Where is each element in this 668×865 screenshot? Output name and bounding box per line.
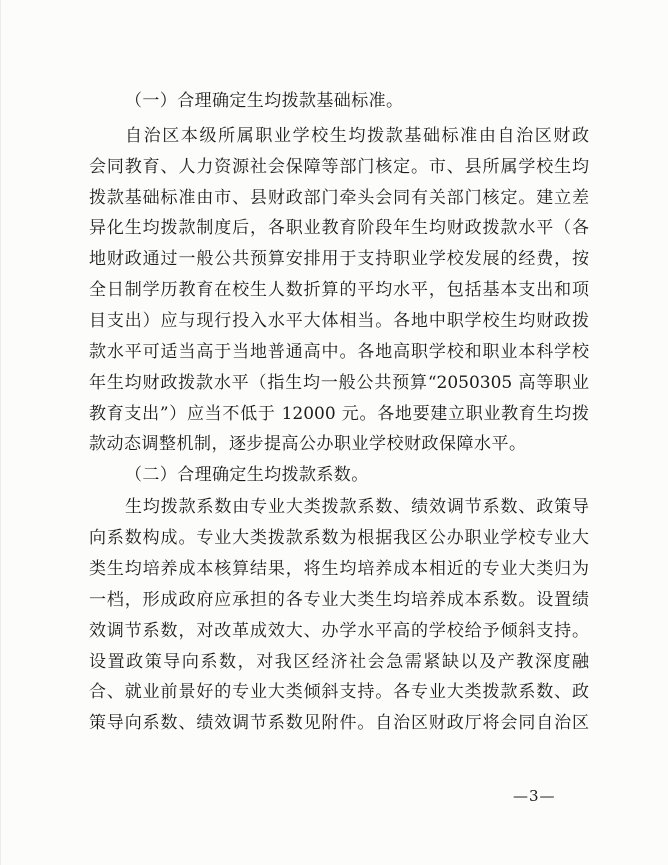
section1-heading: （一）合理确定生均拨款基础标准。 (125, 91, 404, 111)
section1-line: 地财政通过一般公共预算安排用于支持职业学校发展的经费，按 (89, 249, 589, 269)
page-number: —3— (513, 787, 556, 805)
section1-line: 款动态调整机制，逐步提高公办职业学校财政保障水平。 (89, 434, 527, 454)
section1-line: 自治区本级所属职业学校生均拨款基础标准由自治区财政 (125, 126, 589, 146)
section2-line: 效调节系数，对改革成效大、办学水平高的学校给予倾斜支持。 (89, 621, 589, 641)
section2-line: 生均拨款系数由专业大类拨款系数、绩效调节系数、政策导 (125, 497, 589, 517)
section1-line: 全日制学历教育在校生人数折算的平均水平，包括基本支出和项 (89, 280, 589, 300)
section1-line: 拨款基础标准由市、县财政部门牵头会同有关部门核定。建立差 (89, 188, 589, 208)
section2-line: 向系数构成。专业大类拨款系数为根据我区公办职业学校专业大 (89, 528, 589, 548)
section1-line: 会同教育、人力资源社会保障等部门核定。市、县所属学校生均 (89, 157, 589, 177)
section2-line: 合、就业前景好的专业大类倾斜支持。各专业大类拨款系数、政 (89, 682, 589, 702)
section1-line: 款水平可适当高于当地普通高中。各地高职学校和职业本科学校 (89, 342, 589, 362)
section2-line: 策导向系数、绩效调节系数见附件。自治区财政厅将会同自治区 (89, 713, 589, 733)
section1-line: 教育支出”）应当不低于 12000 元。各地要建立职业教育生均拨 (89, 404, 589, 424)
section2-line: 一档，形成政府应承担的各专业大类生均培养成本系数。设置绩 (89, 590, 589, 610)
section2-heading: （二）合理确定生均拨款系数。 (125, 465, 369, 485)
section1-line: 异化生均拨款制度后，各职业教育阶段年生均财政拨款水平（各 (89, 218, 589, 238)
section2-line: 类生均培养成本核算结果，将生均培养成本相近的专业大类归为 (89, 559, 589, 579)
section1-line: 年生均财政拨款水平（指生均一般公共预算“2050305 高等职业 (89, 373, 589, 393)
section2-line: 设置政策导向系数，对我区经济社会急需紧缺以及产教深度融 (89, 652, 589, 672)
section1-line: 目支出）应与现行投入水平大体相当。各地中职学校生均财政拨 (89, 311, 589, 331)
